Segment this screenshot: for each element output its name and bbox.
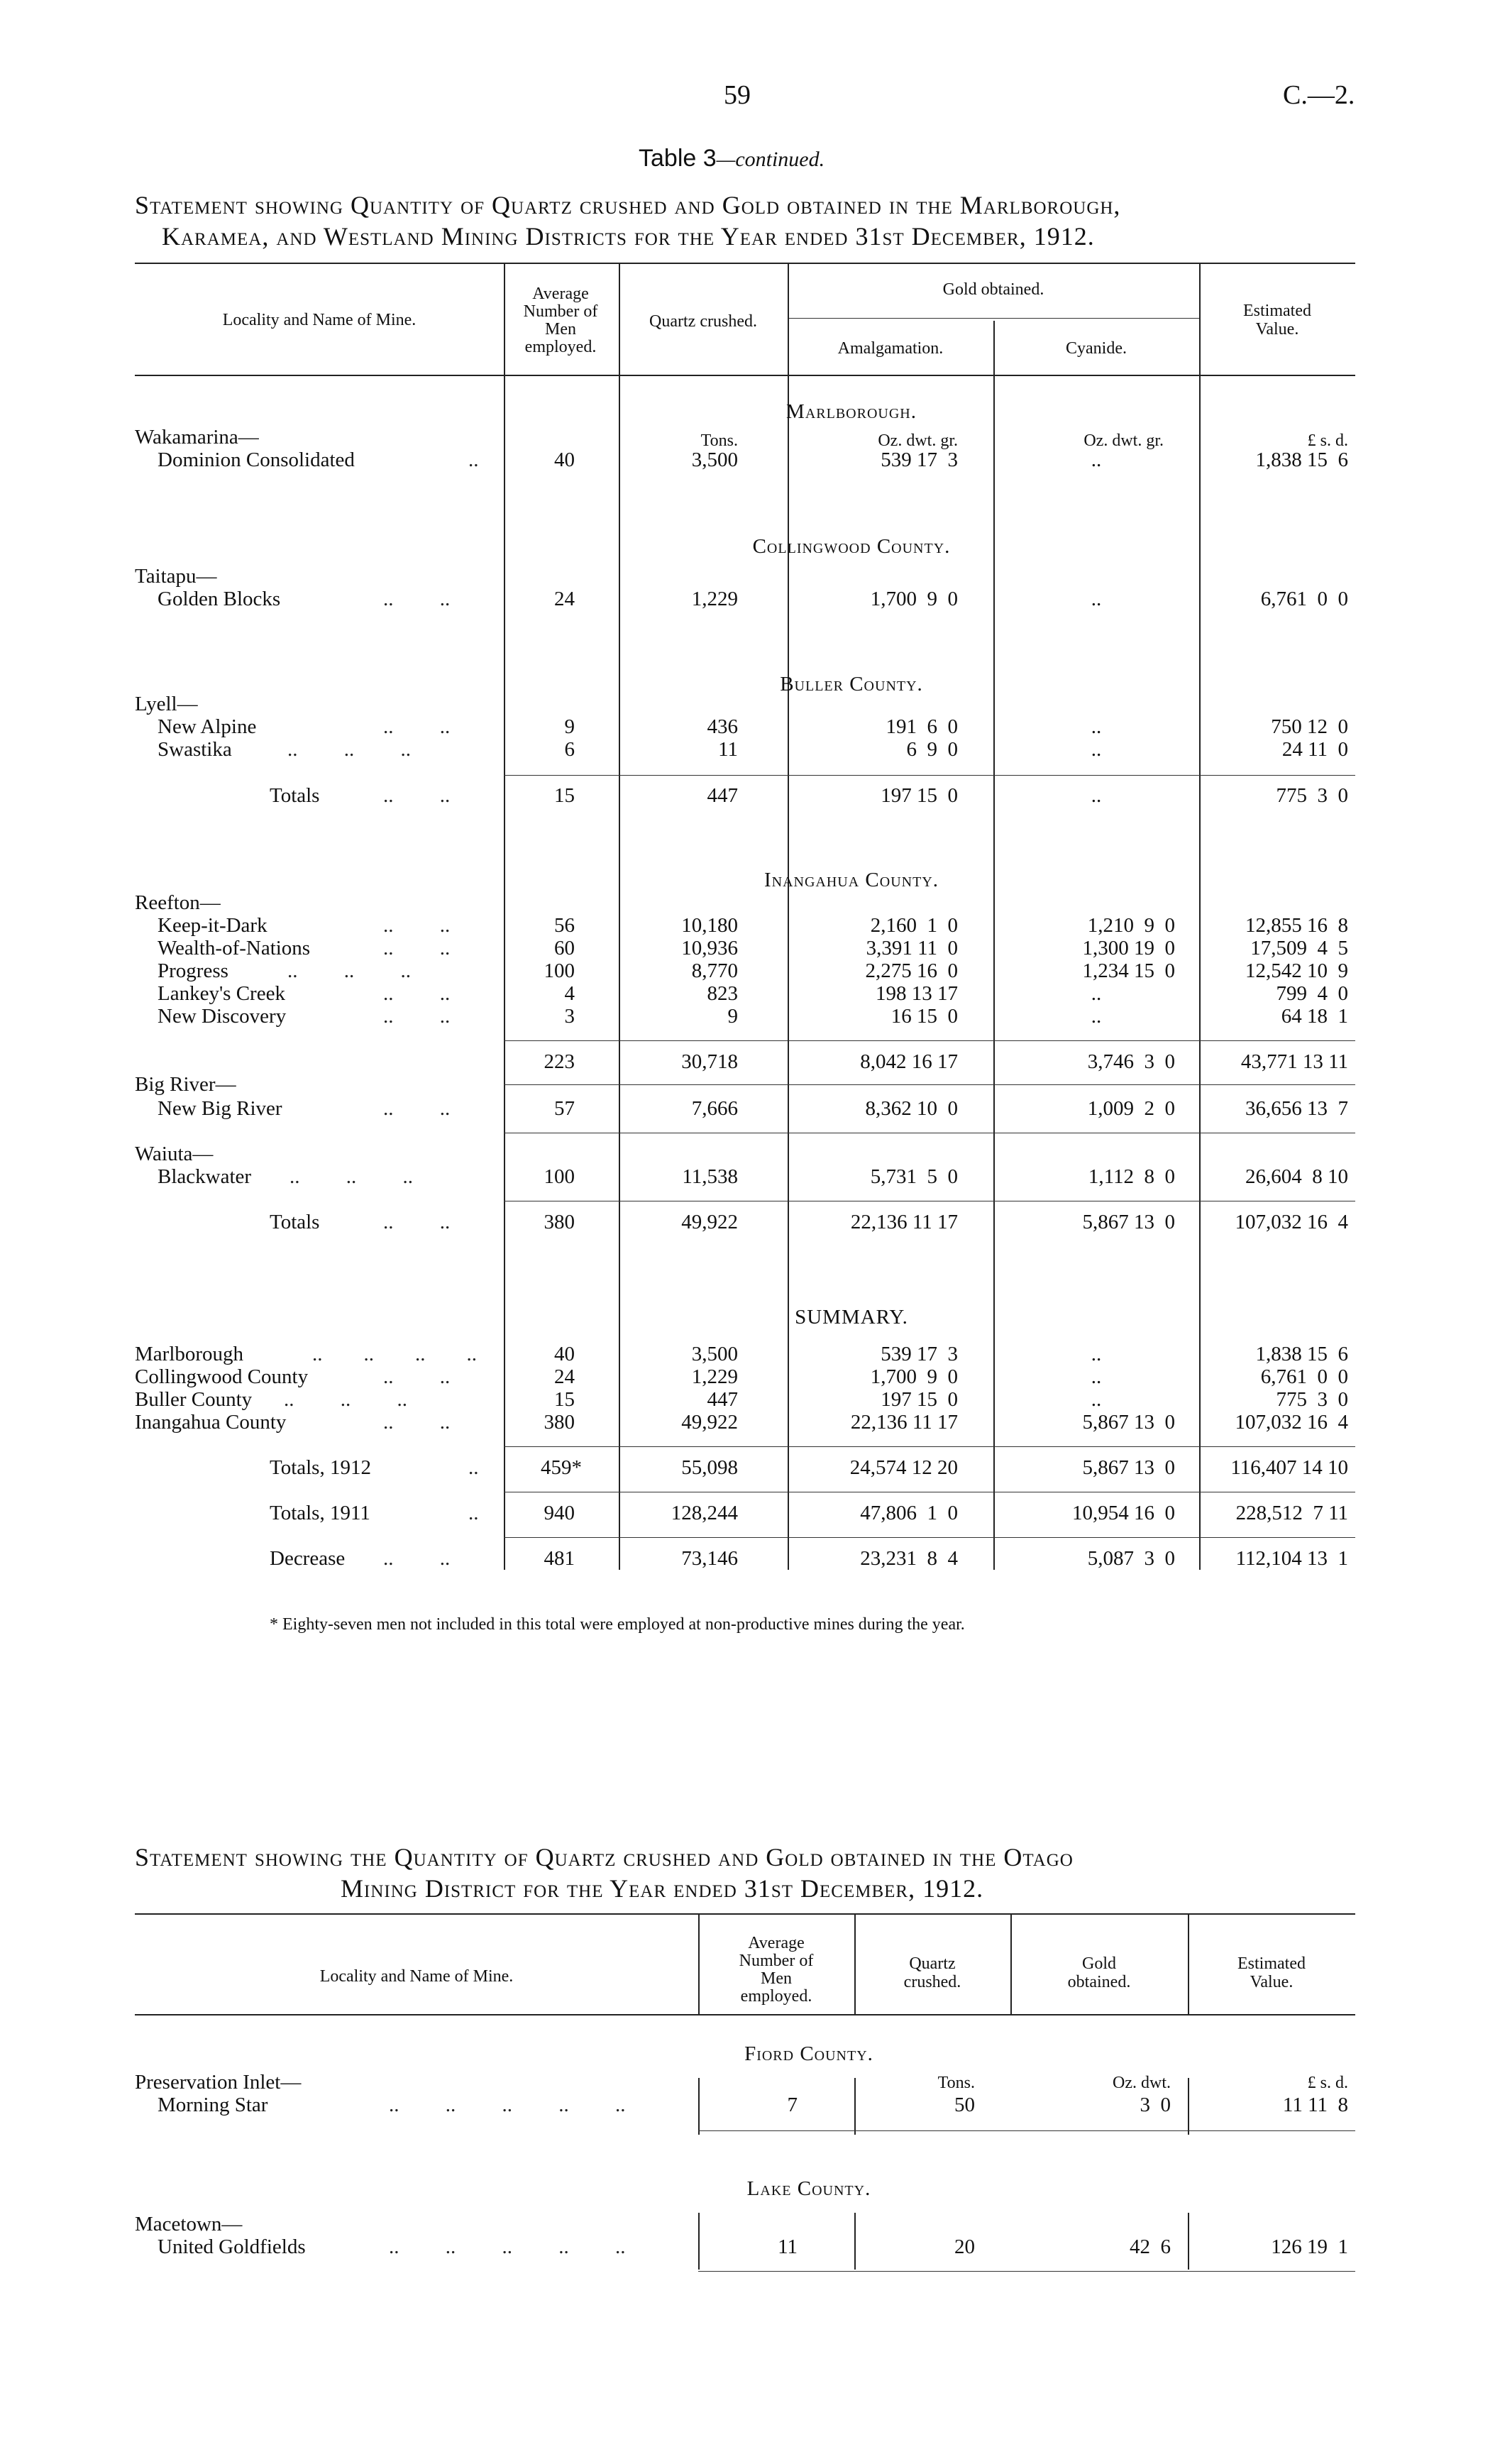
section-buller: Buller County. [780,673,923,695]
cell-tons: 823 [707,982,738,1005]
t1-header-cyanide: Cyanide. [1066,339,1127,358]
row-name: Marlborough [135,1343,244,1365]
cell-men: 481 [544,1547,575,1570]
unit-tons: Tons. [700,431,738,450]
cell-amalg: 197 15 0 [881,1388,958,1411]
cell-tons: 10,180 [681,914,738,937]
cell-amalg: 539 17 3 [881,449,958,471]
row-name: Inangahua County [135,1411,287,1434]
cell-men: 4 [564,982,575,1005]
cell-tons: 49,922 [681,1411,738,1434]
t1-header-quartz: Quartz crushed. [649,312,757,331]
cell-cyanide: 1,234 15 0 [1082,959,1175,982]
row-label: Macetown— [135,2213,243,2235]
t1-header-locality: Locality and Name of Mine. [222,311,417,329]
cell-value: 750 12 0 [1271,715,1348,738]
cell-tons: 20 [954,2235,975,2258]
cell-tons: 9 [727,1005,738,1028]
cell-amalg: 24,574 12 20 [849,1456,958,1479]
cell-value: 775 3 0 [1276,1388,1348,1411]
cell-cyanide: .. [1091,588,1102,610]
row-name: Collingwood County [135,1365,309,1388]
cell-amalg: 539 17 3 [881,1343,958,1365]
t1-header-men: Average Number of Men employed. [523,285,598,356]
cell-amalg: 191 6 0 [886,715,958,738]
cell-value: 107,032 16 4 [1235,1411,1348,1434]
cell-cyanide: 5,087 3 0 [1087,1547,1175,1570]
t1-header-amalgamation: Amalgamation. [837,339,944,358]
cell-value: 126 19 1 [1271,2235,1348,2258]
cell-men: 459* [541,1456,582,1479]
row-name: Blackwater [158,1165,252,1188]
table1-title-line2: Karamea, and Westland Mining Districts for the Year ended 31st December, 1912. [162,222,1095,251]
cell-amalg: 2,275 16 0 [865,959,958,982]
cell-men: 940 [544,1502,575,1524]
row-label: Wakamarina— [135,426,259,449]
cell-men: 9 [564,715,575,738]
cell-men: 380 [544,1211,575,1233]
cell-value: 24 11 0 [1281,738,1348,761]
cell-cyanide: .. [1091,1365,1102,1388]
cell-men: 57 [554,1097,575,1120]
row-label: Reefton— [135,891,221,914]
cell-cyanide: .. [1091,715,1102,738]
totals-1911-label: Totals, 1911 [270,1502,370,1524]
cell-value: 775 3 0 [1276,784,1348,807]
section-fiord: Fiord County. [744,2042,873,2065]
section-collingwood: Collingwood County. [752,535,951,558]
cell-cyanide: 5,867 13 0 [1082,1211,1175,1233]
row-name: New Big River [158,1097,282,1120]
cell-tons: 128,244 [671,1502,738,1524]
cell-men: 40 [554,1343,575,1365]
cell-tons: 7,666 [691,1097,738,1120]
cell-value: 12,855 16 8 [1245,914,1348,937]
row-name: Progress [158,959,228,982]
cell-amalg: 22,136 11 17 [850,1411,958,1434]
cell-tons: 11,538 [682,1165,738,1188]
cell-amalg: 47,806 1 0 [860,1502,958,1524]
row-name: Golden Blocks [158,588,281,610]
cell-tons: 50 [954,2094,975,2116]
cell-tons: 1,229 [691,1365,738,1388]
subtotal-men: 223 [544,1050,575,1073]
t2-header-value: Estimated Value. [1237,1954,1306,1991]
cell-value: 6,761 0 0 [1260,588,1348,610]
row-name: Keep-it-Dark [158,914,268,937]
row-label: Taitapu— [135,565,217,588]
unit-gold: Oz. dwt. [1113,2074,1171,2092]
table-heading: Table 3—continued. [639,145,825,172]
totals-1912-label: Totals, 1912 [270,1456,371,1479]
cell-cyanide: 1,300 19 0 [1082,937,1175,959]
row-name: New Alpine [158,715,257,738]
cell-value: 1,838 15 6 [1255,449,1348,471]
row-name: United Goldfields [158,2235,306,2258]
cell-cyanide: 10,954 16 0 [1072,1502,1175,1524]
row-label: Lyell— [135,693,198,715]
cell-cyanide: .. [1091,1005,1102,1028]
cell-men: 24 [554,1365,575,1388]
section-lake: Lake County. [746,2177,871,2200]
cell-amalg: 23,231 8 4 [860,1547,958,1570]
subtotal-amalg: 8,042 16 17 [860,1050,958,1073]
subtotal-cyanide: 3,746 3 0 [1087,1050,1175,1073]
cell-value: 26,604 8 10 [1245,1165,1348,1188]
row-name: Swastika [158,738,232,761]
cell-men: 24 [554,588,575,610]
decrease-label: Decrease [270,1547,346,1570]
cell-men: 100 [544,959,575,982]
cell-men: 100 [544,1165,575,1188]
cell-tons: 3,500 [691,449,738,471]
unit-value: £ s. d. [1307,431,1348,450]
cell-cyanide: .. [1091,1388,1102,1411]
unit-tons: Tons. [937,2074,975,2092]
cell-cyanide: .. [1091,982,1102,1005]
section-marlborough: Marlborough. [786,400,917,423]
cell-men: 380 [544,1411,575,1434]
cell-men: 40 [554,449,575,471]
t1-header-gold: Gold obtained. [942,280,1044,299]
table1-title-line1: Statement showing Quantity of Quartz crushed and Gold obtained in the Marlborough, [135,191,1121,219]
cell-tons: 8,770 [691,959,738,982]
row-name: Buller County [135,1388,253,1411]
cell-amalg: 1,700 9 0 [870,1365,958,1388]
totals-label: Totals [270,1211,320,1233]
row-name: New Discovery [158,1005,287,1028]
cell-cyanide: 1,210 9 0 [1087,914,1175,937]
cell-cyanide: .. [1091,1343,1102,1365]
table1-footnote: * Eighty-seven men not included in this total were employed at non-productive mines during the year. [270,1615,965,1634]
t2-header-gold: Gold obtained. [1067,1954,1131,1991]
cell-tons: 447 [707,784,738,807]
cell-cyanide: 1,112 8 0 [1088,1165,1175,1188]
cell-men: 11 [778,2235,798,2258]
t2-header-locality: Locality and Name of Mine. [319,1967,514,1986]
cell-cyanide: .. [1091,784,1102,807]
cell-amalg: 8,362 10 0 [865,1097,958,1120]
cell-tons: 55,098 [681,1456,738,1479]
cell-value: 36,656 13 7 [1245,1097,1348,1120]
cell-value: 107,032 16 4 [1235,1211,1348,1233]
cell-value: 1,838 15 6 [1255,1343,1348,1365]
section-summary: SUMMARY. [795,1306,908,1329]
cell-value: 116,407 14 10 [1230,1456,1348,1479]
cell-amalg: 2,160 1 0 [870,914,958,937]
t2-header-men: Average Number of Men employed. [739,1934,814,2006]
cell-amalg: 5,731 5 0 [870,1165,958,1188]
cell-men: 56 [554,914,575,937]
cell-value: 11 11 8 [1282,2094,1348,2116]
subtotal-tons: 30,718 [681,1050,738,1073]
row-name: Dominion Consolidated [158,449,355,471]
cell-value: 799 4 0 [1276,982,1348,1005]
cell-tons: 1,229 [691,588,738,610]
cell-value: 12,542 10 9 [1245,959,1348,982]
cell-cyanide: 1,009 2 0 [1087,1097,1175,1120]
cell-men: 60 [554,937,575,959]
unit-amalg: Oz. dwt. gr. [878,431,958,450]
cell-value: 6,761 0 0 [1260,1365,1348,1388]
cell-tons: 10,936 [681,937,738,959]
cell-value: 112,104 13 1 [1235,1547,1348,1570]
cell-men: 6 [564,738,575,761]
cell-value: 64 18 1 [1281,1005,1348,1028]
cell-value: 228,512 7 11 [1235,1502,1348,1524]
cell-amalg: 22,136 11 17 [850,1211,958,1233]
cell-men: 3 [564,1005,575,1028]
page-number: 59 [724,80,751,110]
cell-amalg: 16 15 0 [890,1005,958,1028]
totals-label: Totals [270,784,320,807]
row-name: Morning Star [158,2094,268,2116]
cell-value: 17,509 4 5 [1250,937,1348,959]
cell-tons: 49,922 [681,1211,738,1233]
row-name: Lankey's Creek [158,982,285,1005]
cell-cyanide: 5,867 13 0 [1082,1456,1175,1479]
cell-amalg: 3,391 11 0 [866,937,958,959]
cell-tons: 436 [707,715,738,738]
cell-amalg: 1,700 9 0 [870,588,958,610]
cell-tons: 73,146 [681,1547,738,1570]
cell-amalg: 198 13 17 [876,982,958,1005]
cell-cyanide: 5,867 13 0 [1082,1411,1175,1434]
t1-header-value: Estimated Value. [1243,302,1311,339]
cell-amalg: 197 15 0 [881,784,958,807]
cell-gold: 42 6 [1130,2235,1171,2258]
unit-value: £ s. d. [1307,2074,1348,2092]
subtotal-value: 43,771 13 11 [1240,1050,1348,1073]
document-code: C.—2. [1283,80,1355,110]
cell-tons: 11 [718,738,738,761]
cell-amalg: 6 9 0 [906,738,958,761]
cell-cyanide: .. [1091,449,1102,471]
table2-title-line1: Statement showing the Quantity of Quartz crushed and Gold obtained in the Otago [135,1843,1074,1871]
t2-header-quartz: Quartz crushed. [903,1954,961,1991]
cell-men: 7 [787,2094,798,2116]
row-label: Preservation Inlet— [135,2071,302,2094]
table2-title-line2: Mining District for the Year ended 31st December, 1912. [341,1874,984,1903]
cell-men: 15 [554,1388,575,1411]
section-inangahua: Inangahua County. [763,869,939,891]
cell-tons: 3,500 [691,1343,738,1365]
row-label: Big River— [135,1073,236,1096]
unit-cyanide: Oz. dwt. gr. [1083,431,1164,450]
cell-cyanide: .. [1091,738,1102,761]
cell-men: 15 [554,784,575,807]
row-label: Waiuta— [135,1143,214,1165]
cell-gold: 3 0 [1140,2094,1171,2116]
cell-tons: 447 [707,1388,738,1411]
row-name: Wealth-of-Nations [158,937,311,959]
